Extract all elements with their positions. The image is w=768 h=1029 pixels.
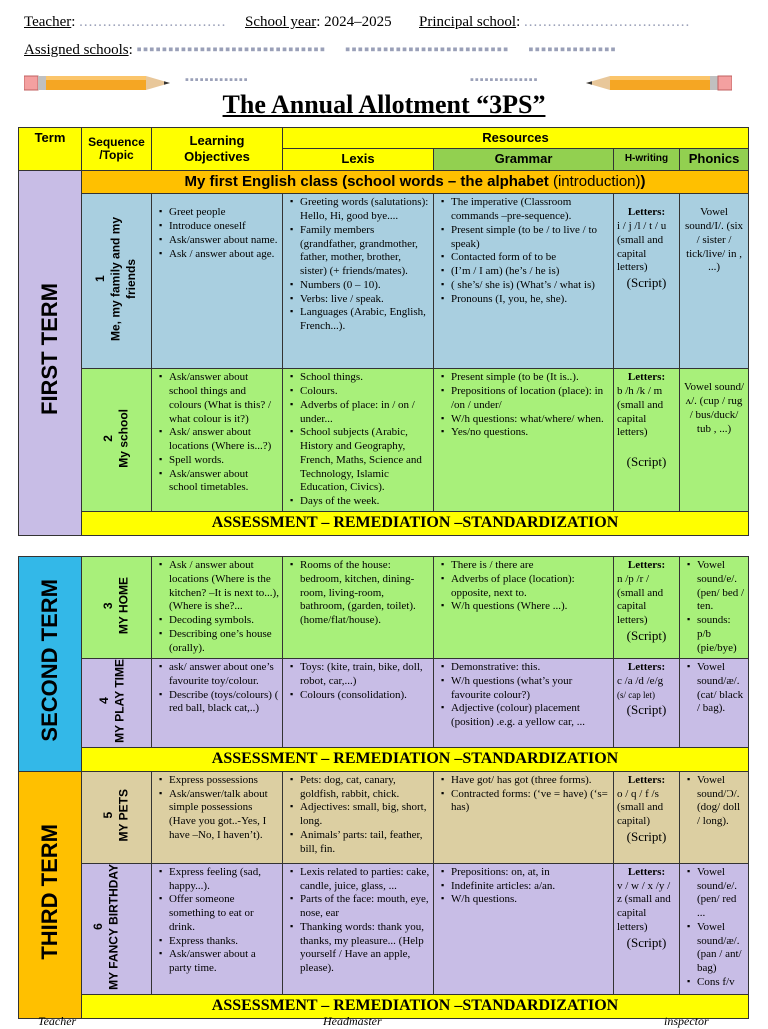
- list-item: ▪ Express possessions: [163, 774, 279, 788]
- seq-6-grammar: [434, 863, 614, 994]
- list-item: ▪ Prepositions of location (place): in /on / under/: [445, 385, 610, 413]
- school-year-label: School year: [245, 14, 317, 30]
- list-item: ▪ Rooms of the house: bedroom, kitchen, dining-room, living-room, bathroom, (garden, toilet). (home/flat/house).: [294, 559, 430, 628]
- teacher-line: Teacher: ...............................: [24, 14, 227, 30]
- list-item: ▪ Prepositions: on, at, in: [445, 866, 610, 880]
- seq-4-grammar: [434, 659, 614, 748]
- list-item: ▪ Adverbs of place: in / on / under...: [294, 399, 430, 427]
- table-row: [19, 863, 749, 994]
- list-item: ▪ Demonstrative: this.: [445, 661, 610, 675]
- list-item: ▪ Describe (toys/colours) ( red ball, black cat,..): [163, 689, 279, 717]
- seq-2-objectives: [152, 369, 283, 512]
- list-item: ▪ Spell words.: [163, 454, 279, 468]
- table-row: [19, 369, 749, 512]
- intro-row: My first English class (school words – the alphabet (introduction)): [82, 170, 749, 194]
- list-item: ▪ Greet people: [163, 206, 279, 220]
- assigned-label: Assigned schools: [24, 42, 129, 58]
- list-item: ▪ Lexis related to parties: cake, candle, juice, glass, ...: [294, 866, 430, 894]
- list-item: ▪ Ask/ answer about locations (Where is...?): [163, 426, 279, 454]
- list-item: ▪ Thanking words: thank you, thanks, my pleasure... (Help yourself / Have an apple, please).: [294, 921, 430, 976]
- list-item: ▪ Describing one’s house (orally).: [163, 628, 279, 656]
- list-item: ▪ Present simple (to be / to live / to speak): [445, 224, 610, 252]
- seq-5-lexis: [283, 771, 434, 863]
- col-lexis: Lexis: [283, 149, 434, 170]
- list-item: ▪ Colours.: [294, 385, 430, 399]
- list-item: ▪ Languages (Arabic, English, French...).: [294, 306, 430, 334]
- seq-6-objectives: [152, 863, 283, 994]
- list-item: ▪ Family members (grandfather, grandmother, father, mother, brother, sister) (+ friends/mates).: [294, 224, 430, 279]
- list-item: ▪ The imperative (Classroom commands –pre-sequence).: [445, 196, 610, 224]
- seq-4-phonics: [680, 659, 749, 748]
- school-year-line: School year: 2024–2025: [245, 14, 392, 30]
- col-sequence: Sequence /Topic: [82, 128, 152, 171]
- list-item: ▪ There is / there are: [445, 559, 610, 573]
- list-item: ▪ Introduce oneself: [163, 220, 279, 234]
- list-item: ▪ W/h questions: what/where/ when.: [445, 413, 610, 427]
- table-row: [19, 194, 749, 369]
- seq-6-phonics: [680, 863, 749, 994]
- seq-5-objectives: [152, 771, 283, 863]
- list-item: ▪ Indefinite articles: a/an.: [445, 880, 610, 894]
- assigned-dots-2: ▪▪▪▪▪▪▪▪▪▪▪▪▪ ▪▪▪▪▪▪▪▪▪▪▪▪▪▪: [185, 74, 539, 86]
- list-item: ▪ Pets: dog, cat, canary, goldfish, rabbit, chick.: [294, 774, 430, 802]
- first-term-table: [18, 127, 749, 536]
- seq-1-phonics: Vowel sound/I/. (six / sister / tick/live/ in , ...): [680, 194, 749, 369]
- list-item: ▪ ( she’s/ she is) (What’s / what is): [445, 279, 610, 293]
- list-item: ▪ Cons f/v: [691, 976, 745, 990]
- col-objectives: Learning Objectives: [152, 128, 283, 171]
- assessment-row-2: ASSESSMENT – REMEDIATION –STANDARDIZATION: [82, 747, 749, 771]
- list-item: ▪ Pronouns (I, you, he, she).: [445, 293, 610, 307]
- list-item: ▪ Ask/answer about school things and colours (What is this? / what colour is it?): [163, 371, 279, 426]
- seq-6-lexis: [283, 863, 434, 994]
- seq-2-hwriting: Letters: b /h /k / m (small and capital letters) (Script): [614, 369, 680, 512]
- list-item: ▪ Vowel sound/e/. (pen/ red ...: [691, 866, 745, 921]
- list-item: ▪ Ask/answer about name.: [163, 234, 279, 248]
- seq-3-topic: 3 MY HOME: [82, 557, 152, 659]
- seq-1-grammar: [434, 194, 614, 369]
- list-item: ▪ Express feeling (sad, happy...).: [163, 866, 279, 894]
- term-second: SECOND TERM: [19, 557, 82, 772]
- list-item: ▪ Animals’ parts: tail, feather, bill, fin.: [294, 829, 430, 857]
- col-hwriting: H-writing: [614, 149, 680, 170]
- list-item: ▪ Ask/answer about school timetables.: [163, 468, 279, 496]
- list-item: ▪ Contracted forms: (‘ve = have) (‘s= has): [445, 788, 610, 816]
- list-item: ▪ Yes/no questions.: [445, 426, 610, 440]
- principal-line: Principal school: ...................................: [419, 14, 691, 30]
- list-item: ▪ School things.: [294, 371, 430, 385]
- col-resources: Resources: [283, 128, 749, 149]
- seq-4-topic: 4 MY PLAY TIME: [82, 659, 152, 748]
- seq-4-objectives: [152, 659, 283, 748]
- seq-3-phonics: [680, 557, 749, 659]
- list-item: ▪ Contacted form of to be: [445, 251, 610, 265]
- list-item: ▪ Vowel sound/æ/. (cat/ black / bag).: [691, 661, 745, 716]
- list-item: ▪ Express thanks.: [163, 935, 279, 949]
- seq-6-hwriting: Letters: v / w / x /y / z (small and capital letters) (Script): [614, 863, 680, 994]
- list-item: ▪ Toys: (kite, train, bike, doll, robot, car,...): [294, 661, 430, 689]
- teacher-label: Teacher: [24, 14, 72, 30]
- seq-1-lexis: [283, 194, 434, 369]
- seq-4-lexis: [283, 659, 434, 748]
- col-term: Term: [19, 128, 82, 171]
- seq-2-phonics: Vowel sound/ʌ/. (cup / rug / bus/duck/ tub , ...): [680, 369, 749, 512]
- list-item: ▪ Ask / answer about age.: [163, 248, 279, 262]
- list-item: ▪ Ask / answer about locations (Where is the kitchen? –It is next to...), (Where is she?...: [163, 559, 279, 614]
- footer-teacher: Teacher: [38, 1014, 77, 1028]
- list-item: ▪ Have got/ has got (three forms).: [445, 774, 610, 788]
- seq-3-lexis: [283, 557, 434, 659]
- col-grammar: Grammar: [434, 149, 614, 170]
- list-item: ▪ School subjects (Arabic, History and Geography, French, Maths, Science and Technology, Islamic Education, Civics).: [294, 426, 430, 495]
- list-item: ▪ Offer someone something to eat or drink.: [163, 893, 279, 934]
- list-item: ▪ Colours (consolidation).: [294, 689, 430, 703]
- term-first: FIRST TERM: [19, 170, 82, 535]
- footer-inspector: inspector: [664, 1014, 709, 1028]
- seq-3-grammar: [434, 557, 614, 659]
- seq-2-grammar: [434, 369, 614, 512]
- list-item: ▪ Decoding symbols.: [163, 614, 279, 628]
- seq-1-topic: 1 Me, my family and my friends: [82, 194, 152, 369]
- list-item: ▪ Ask/answer about a party time.: [163, 948, 279, 976]
- list-item: ▪ W/h questions.: [445, 893, 610, 907]
- page-title: The Annual Allotment “3PS”: [222, 90, 546, 119]
- list-item: ▪ Vowel sound/æ/. (pan / ant/ bag): [691, 921, 745, 976]
- list-item: ▪ Adjective (colour) placement (position) .e.g. a yellow car, ...: [445, 702, 610, 730]
- seq-5-hwriting: Letters: o / q / f /s (small and capital) (Script): [614, 771, 680, 863]
- assessment-row-3: ASSESSMENT – REMEDIATION –STANDARDIZATION: [82, 994, 749, 1018]
- seq-5-phonics: [680, 771, 749, 863]
- footer-headmaster: Headmaster: [323, 1014, 382, 1028]
- list-item: ▪ Parts of the face: mouth, eye, nose, ear: [294, 893, 430, 921]
- seq-3-hwriting: Letters: n /p /r / (small and capital letters) (Script): [614, 557, 680, 659]
- list-item: ▪ Verbs: live / speak.: [294, 293, 430, 307]
- list-item: ▪ Greeting words (salutations): Hello, Hi, good bye....: [294, 196, 430, 224]
- col-phonics: Phonics: [680, 149, 749, 170]
- list-item: ▪ Days of the week.: [294, 495, 430, 509]
- list-item: ▪ Vowel sound/Ɔ/. (dog/ doll / long).: [691, 774, 745, 829]
- seq-2-topic: 2 My school: [82, 369, 152, 512]
- table-row: [19, 771, 749, 863]
- seq-5-topic: 5 MY PETS: [82, 771, 152, 863]
- list-item: ▪ W/h questions (what’s your favourite colour?): [445, 675, 610, 703]
- second-third-term-table: [18, 556, 749, 1019]
- seq-6-topic: 6 MY FANCY BIRTHDAY: [82, 863, 152, 994]
- seq-1-hwriting: Letters: i / j /l / t / u (small and capital letters) (Script): [614, 194, 680, 369]
- seq-1-objectives: [152, 194, 283, 369]
- list-item: ▪ Present simple (to be (It is..).: [445, 371, 610, 385]
- assigned-line: Assigned schools: ▪▪▪▪▪▪▪▪▪▪▪▪▪▪▪▪▪▪▪▪▪▪▪▪▪▪▪▪▪▪ ▪▪▪▪▪▪▪▪▪▪▪▪▪▪▪▪▪▪▪▪▪▪▪▪▪▪ ▪▪▪▪▪▪▪▪▪▪▪▪▪▪: [24, 42, 617, 58]
- assessment-row-1: ASSESSMENT – REMEDIATION –STANDARDIZATION: [82, 511, 749, 535]
- list-item: ▪ Ask/answer/talk about simple possessions (Have you got..-Yes, I have –No, I haven’t).: [163, 788, 279, 843]
- table-row: [19, 557, 749, 659]
- list-item: ▪ Adverbs of place (location): opposite, next to.: [445, 573, 610, 601]
- list-item: ▪ sounds: p/b (pie/bye): [691, 614, 745, 655]
- table-row: [19, 659, 749, 748]
- list-item: ▪ Numbers (0 – 10).: [294, 279, 430, 293]
- list-item: ▪ ask/ answer about one’s favourite toy/colour.: [163, 661, 279, 689]
- list-item: ▪ Vowel sound/e/. (pen/ bed / ten.: [691, 559, 745, 614]
- seq-4-hwriting: Letters: c /a /d /e/g (s/ cap let) (Script): [614, 659, 680, 748]
- principal-label: Principal school: [419, 14, 517, 30]
- seq-5-grammar: [434, 771, 614, 863]
- list-item: ▪ (I’m / I am) (he’s / he is): [445, 265, 610, 279]
- seq-2-lexis: [283, 369, 434, 512]
- school-year-value: 2024–2025: [324, 14, 392, 30]
- seq-3-objectives: [152, 557, 283, 659]
- term-third: THIRD TERM: [19, 771, 82, 1018]
- list-item: ▪ W/h questions (Where ...).: [445, 600, 610, 614]
- list-item: ▪ Adjectives: small, big, short, long.: [294, 801, 430, 829]
